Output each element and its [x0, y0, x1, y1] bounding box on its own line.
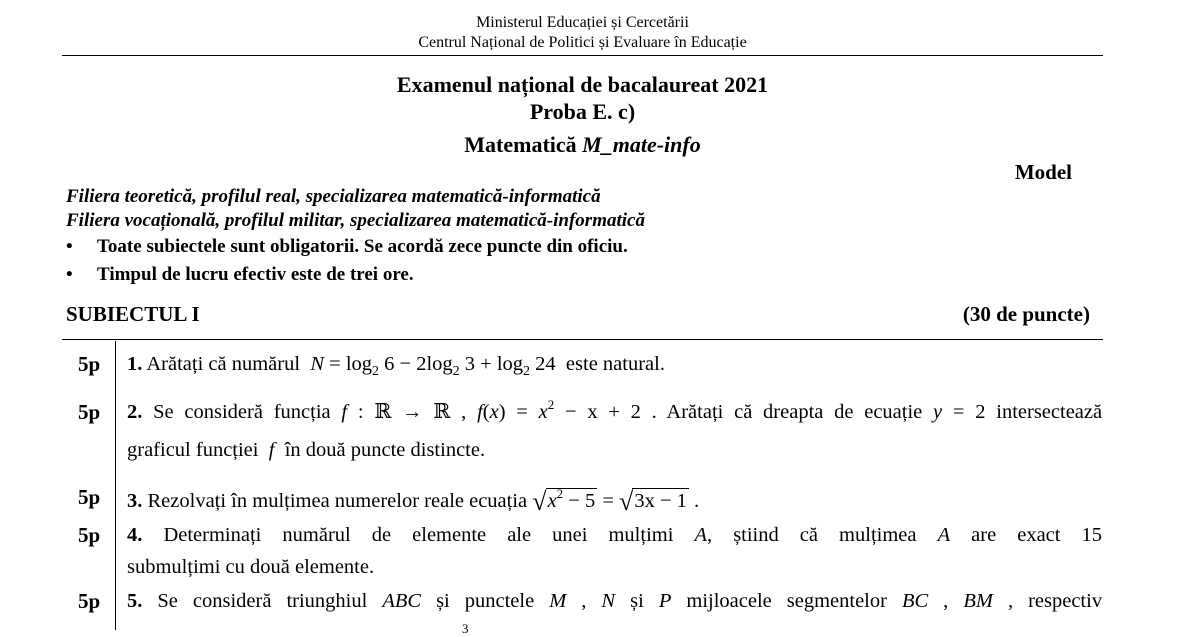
- math-radicand: [632, 488, 689, 512]
- instruction-item: [66, 236, 628, 258]
- problem-text: este natural.: [565, 353, 665, 375]
- math-var: x: [489, 401, 499, 423]
- subject-code: M_mate-info: [582, 132, 701, 157]
- instruction-text: Timpul de lucru efectiv este de trei ore.: [97, 264, 414, 285]
- problem-text: are exact 15: [971, 524, 1103, 546]
- math-sub: 2: [452, 364, 460, 379]
- math-op: − 2: [399, 353, 427, 375]
- problem-text: .: [694, 490, 700, 512]
- math-var: BC: [901, 590, 929, 612]
- points-column-divider: [115, 341, 116, 630]
- math-var: f: [268, 439, 275, 461]
- problem-points: 5p: [78, 523, 101, 547]
- exam-proba: Proba E. c): [529, 99, 636, 124]
- problem-4-line1: [127, 523, 1102, 547]
- math-expr: − 5: [568, 490, 596, 512]
- math-sup: 2: [556, 486, 564, 501]
- problem-text: Se consideră funcția: [153, 401, 331, 423]
- math-radicand: [546, 488, 598, 512]
- ministry-name: Ministerul Educației și Cercetării: [476, 14, 689, 31]
- math-var: A: [694, 524, 708, 546]
- problem-text: mijloacele segmentelor: [686, 590, 887, 612]
- math-var: f: [477, 401, 483, 423]
- problem-number: 3.: [127, 490, 143, 512]
- math-num: 3: [464, 353, 476, 375]
- math-var: N: [601, 590, 616, 612]
- math-sup: 2: [547, 397, 555, 412]
- math-var: BM: [963, 590, 993, 612]
- problem-number: 2.: [127, 401, 143, 423]
- math-expr: 3x − 1: [634, 490, 687, 512]
- problem-points: 5p: [78, 589, 101, 613]
- math-sub: 2: [523, 364, 531, 379]
- cut-off-glyph: 3: [462, 621, 469, 636]
- exam-title: Examenul național de bacalaureat 2021: [396, 72, 769, 97]
- math-expr: = 2: [952, 401, 986, 423]
- problem-number: 4.: [127, 524, 143, 546]
- problem-text: , știind că mulțimea: [707, 524, 917, 546]
- math-var: A: [937, 524, 951, 546]
- sqrt-icon: √: [619, 487, 634, 516]
- problem-points: 5p: [78, 485, 101, 509]
- problem-number: 5.: [127, 590, 143, 612]
- problem-text: graficul funcției: [127, 439, 259, 461]
- bullet-icon: •: [66, 236, 73, 257]
- math-var: f: [341, 401, 348, 423]
- problem-text: în două puncte distincte.: [284, 439, 486, 461]
- problem-3: [127, 487, 699, 515]
- problem-2-line2: [127, 438, 485, 462]
- problem-text: Se consideră triunghiul: [157, 590, 368, 612]
- math-num: 24: [535, 353, 556, 375]
- math-var: x: [547, 490, 557, 512]
- math-var: y: [933, 401, 943, 423]
- math-num: 6: [384, 353, 395, 375]
- math-map: : ℝ → ℝ ,: [357, 401, 467, 423]
- problem-text: Arătați că numărul: [146, 353, 301, 375]
- instruction-item: [66, 264, 414, 286]
- math-op: =: [516, 401, 528, 423]
- math-var: P: [658, 590, 672, 612]
- problem-text: intersectează: [996, 401, 1103, 423]
- model-label: Model: [1014, 160, 1072, 184]
- center-name: Centrul Național de Politici și Evaluare în Educație: [418, 34, 747, 51]
- problem-text: și punctele: [436, 590, 535, 612]
- problem-points: 5p: [78, 352, 101, 376]
- math-op: =: [602, 490, 614, 512]
- problem-text: submulțimi cu două elemente.: [127, 556, 375, 578]
- instruction-text: Toate subiectele sunt obligatorii. Se acordă zece puncte din oficiu.: [97, 236, 628, 257]
- subject-prefix: Matematică: [464, 132, 577, 157]
- problem-number: 1.: [127, 353, 143, 375]
- section-points: (30 de puncte): [962, 302, 1090, 326]
- problem-text: Rezolvați în mulțimea numerelor reale ecuația: [147, 490, 528, 512]
- math-op: =: [329, 353, 341, 375]
- bullet-icon: •: [66, 264, 73, 285]
- math-var: ABC: [382, 590, 422, 612]
- problem-text: , respectiv: [1007, 590, 1103, 612]
- problem-4-line2: [127, 555, 374, 579]
- header-divider: [62, 55, 1103, 56]
- math-op: +: [480, 353, 492, 375]
- math-fn: log: [426, 353, 453, 375]
- section-divider: [62, 339, 1103, 340]
- problem-5-line1: 5. Se consideră triunghiul ABC și punctele M , N și P mijloacele segmentelor BC , BM , respectiv: [127, 590, 1103, 612]
- problem-text: și: [630, 590, 644, 612]
- section-title: SUBIECTUL I: [66, 302, 200, 326]
- math-fn: log: [496, 353, 524, 375]
- math-var: M: [549, 590, 567, 612]
- math-expr: − x + 2: [565, 401, 641, 423]
- filiera-line: Filiera teoretică, profilul real, specializarea matematică-informatică: [66, 186, 601, 207]
- math-sub: 2: [372, 364, 380, 379]
- math-var: x: [538, 401, 548, 423]
- exam-subject: [0, 132, 1165, 158]
- problem-2-line1: 2. Se consideră funcția f : ℝ → ℝ , $f(x) = x^2 - x + 2$ . Arătați că dreapta de ecuație y = 2 intersectează: [127, 397, 1103, 423]
- sqrt-icon: √: [532, 487, 547, 516]
- filiera-line: Filiera vocațională, profilul militar, specializarea matematică-informatică: [66, 210, 645, 231]
- problem-points: 5p: [78, 400, 101, 424]
- math-fn: log: [345, 353, 373, 375]
- problem-text: . Arătați că dreapta de ecuație: [651, 401, 923, 423]
- problem-1: [127, 352, 665, 379]
- math-var: N: [310, 353, 324, 375]
- problem-text: Determinați numărul de elemente ale unei mulțimi: [163, 524, 674, 546]
